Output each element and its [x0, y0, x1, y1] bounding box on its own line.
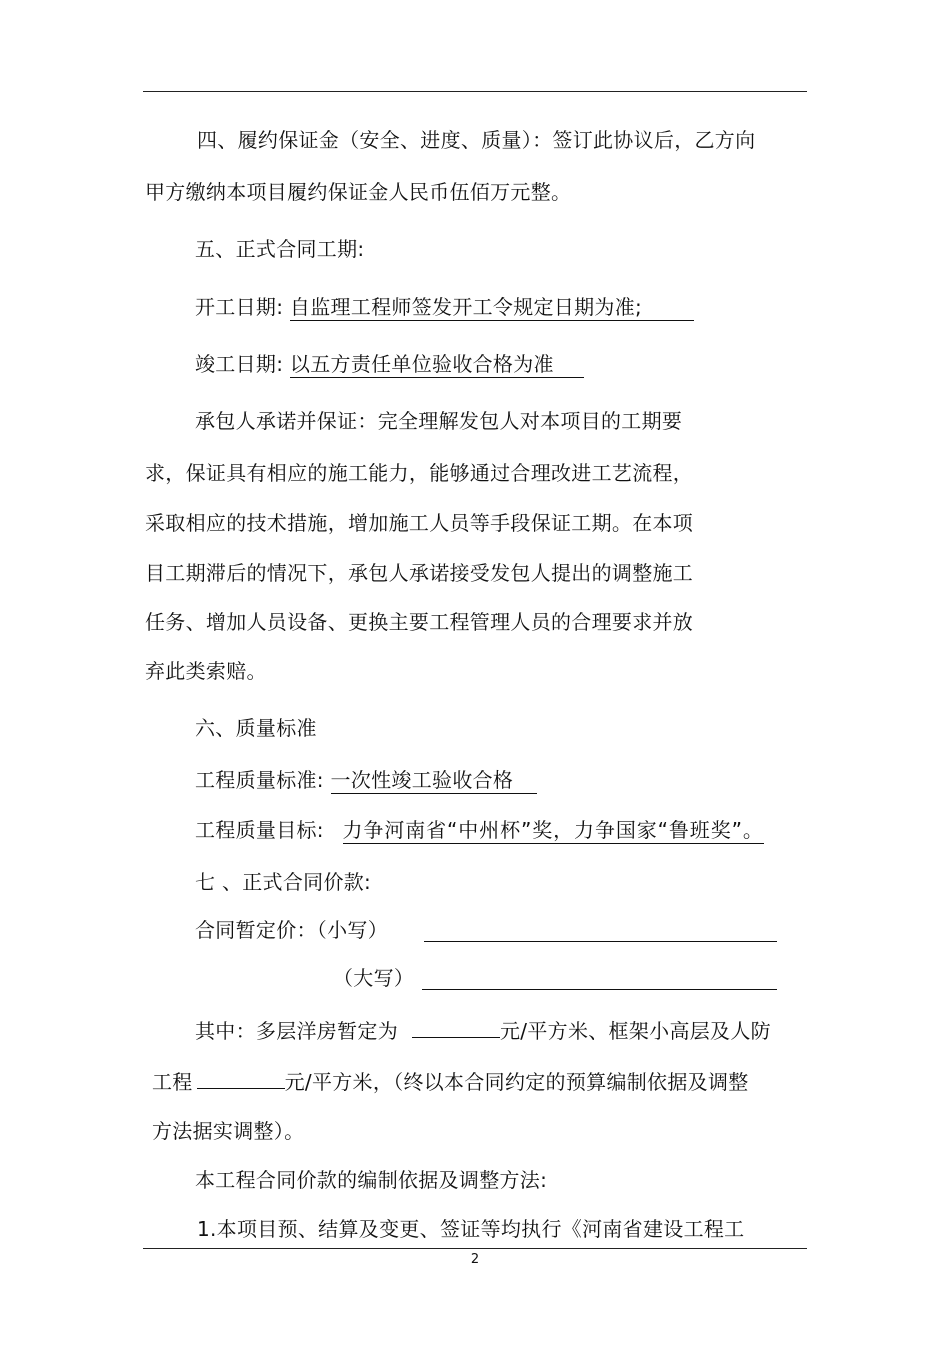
commitment-line-6: 弃此类索赔。: [145, 659, 267, 683]
completion-date-label: 竣工日期:: [195, 352, 284, 376]
pricing-basis-item-1: 1.本项目预、结算及变更、签证等均执行《河南省建设工程工: [197, 1217, 745, 1241]
unit-price-blank-1: [412, 1017, 500, 1038]
unit-price-line-2: [152, 1068, 749, 1094]
commitment-line-3: 采取相应的技术措施，增加施工人员等手段保证工期。在本项: [145, 511, 694, 535]
page-number: 2: [470, 1252, 480, 1267]
completion-date-value: 以五方责任单位验收合格为准: [290, 352, 584, 378]
quality-standard-line: [195, 768, 537, 794]
unit-price-line-3: 方法据实调整）。: [152, 1119, 305, 1143]
unit-price-prefix: 其中：多层洋房暂定为: [195, 1019, 398, 1043]
commitment-line-2: 求，保证具有相应的施工能力，能够通过合理改进工艺流程，: [145, 461, 694, 485]
quality-target-line: [195, 818, 764, 844]
price-uppercase-label: （大写）: [333, 966, 415, 990]
price-uppercase-blank: [422, 969, 777, 990]
completion-date-line: [195, 352, 584, 378]
start-date-label: 开工日期:: [195, 295, 284, 319]
section-7-heading: 七 、正式合同价款:: [195, 870, 372, 894]
quality-standard-label: 工程质量标准:: [195, 768, 324, 792]
para-4-line-2: 甲方缴纳本项目履约保证金人民币伍佰万元整。: [145, 180, 572, 204]
commitment-line-5: 任务、增加人员设备、更换主要工程管理人员的合理要求并放: [145, 610, 694, 634]
unit-price-blank-2: [197, 1068, 285, 1089]
section-6-heading: 六、质量标准: [195, 716, 317, 740]
price-lowercase-label: 合同暂定价：（小写）: [195, 918, 388, 942]
price-lowercase-blank: [424, 921, 777, 942]
quality-target-label: 工程质量目标:: [195, 818, 324, 842]
quality-target-value: 力争河南省“中州杯”奖，力争国家“鲁班奖”。: [342, 818, 764, 842]
pricing-basis-heading: 本工程合同价款的编制依据及调整方法:: [195, 1168, 548, 1192]
commitment-line-1: 承包人承诺并保证：完全理解发包人对本项目的工期要: [195, 409, 683, 433]
unit-price-2-suffix: 元/平方米，（终以本合同约定的预算编制依据及调整: [284, 1070, 749, 1094]
quality-standard-value: 一次性竣工验收合格: [331, 768, 537, 794]
unit-price-line-1: [195, 1017, 771, 1043]
para-4-line-1: 四、履约保证金（安全、进度、质量）：签订此协议后，乙方向: [197, 128, 756, 152]
start-date-value: 自监理工程师签发开工令规定日期为准;: [290, 295, 694, 321]
commitment-line-4: 目工期滞后的情况下，承包人承诺接受发包人提出的调整施工: [145, 561, 694, 585]
unit-price-2-prefix: 工程: [152, 1070, 193, 1094]
start-date-line: [195, 295, 694, 321]
header-rule: [143, 91, 807, 92]
unit-price-suffix: 元/平方米、框架小高层及人防: [500, 1019, 771, 1043]
section-5-heading: 五、正式合同工期:: [195, 237, 365, 261]
footer-rule: [143, 1248, 807, 1249]
